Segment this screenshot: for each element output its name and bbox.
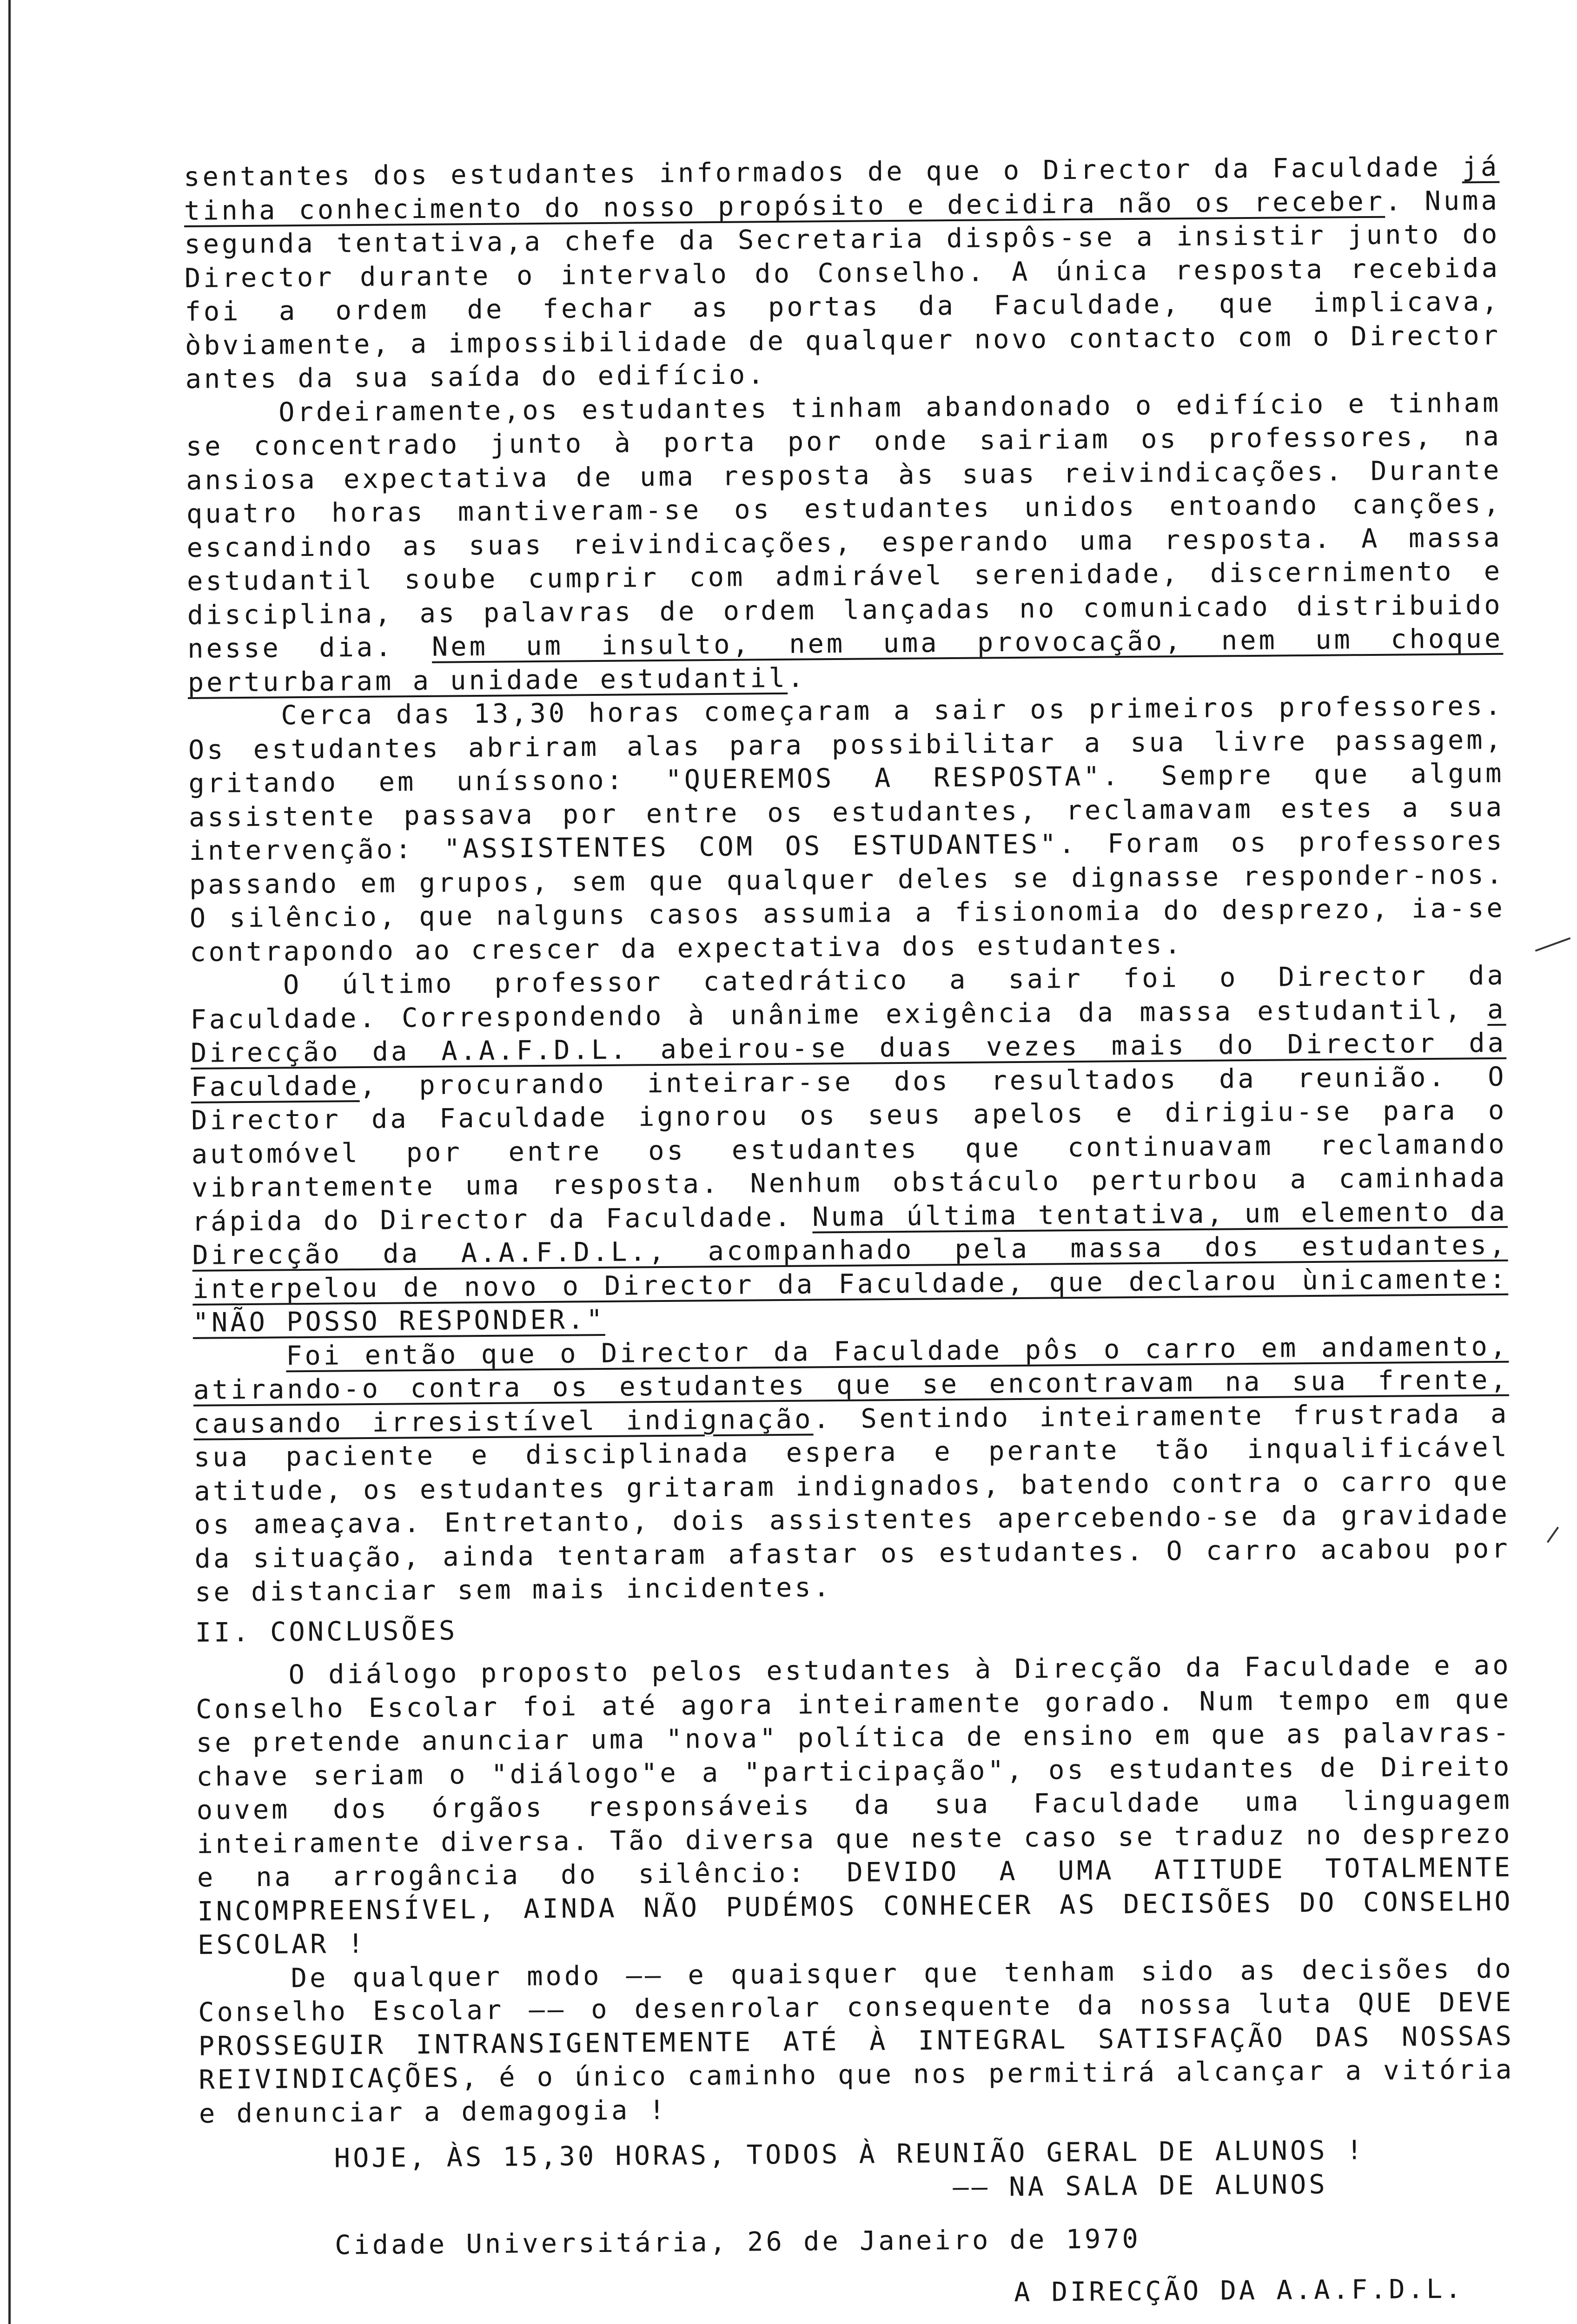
signature: A DIRECÇÃO DA A.A.F.D.L. xyxy=(1014,2273,1464,2308)
document-body xyxy=(184,150,1516,2316)
text-run: . Numa segunda tentativa,a chefe da Secretaria dispôs-se a insistir junto do Director durante o intervalo do Conselho. A única resposta recebida foi a ordem de fechar as portas da Faculdade, que implicava, òbviamente, a impossibilidade de qualquer novo contacto com o Director antes da sua saída do edifício. xyxy=(184,185,1501,395)
underlined-text: Foi então que o Director da Faculdade pôs o carro em andamento, atirando-o contra os estudantes que se encontravam na sua frente, causando irresistível indignação xyxy=(193,1331,1509,1439)
underlined-text: Nem um insulto, nem uma provocação, nem um choque perturbaram a unidade estudantil xyxy=(187,623,1504,698)
meeting-announcement: HOJE, ÀS 15,30 HORAS, TODOS À REUNIÃO GERAL DE ALUNOS ! xyxy=(334,2135,1365,2174)
narrative-paragraph-3 xyxy=(188,689,1505,969)
text-run: Cerca das 13,30 horas começaram a sair os primeiros professores. Os estudantes abriram alas para possibilitar a sua livre passagem, gritando em uníssono: "QUEREMOS A RESPOSTA". Sempre que algum assistente passava por entre os estudantes, reclamavam estes a sua intervenção: "ASSISTENTES COM OS ESTUDANTES". Foram os professores passando em grupos, sem que qualquer deles se dignasse responder-nos. O silêncio, que nalguns casos assumia a fisionomia do desprezo, ia-se contrapondo ao crescer da expectativa dos estudantes. xyxy=(188,690,1505,968)
narrative-paragraph-5 xyxy=(193,1329,1511,1609)
section-heading-conclusions: II. CONCLUSÕES xyxy=(195,1615,458,1648)
narrative-paragraph-2 xyxy=(186,386,1504,700)
text-run: . xyxy=(787,662,807,693)
text-run: O último professor catedrático a sair foi o Director da Faculdade. Correspondendo à unânime exigência da massa estudantil, xyxy=(190,960,1506,1035)
conclusions-paragraph-1: O diálogo proposto pelos estudantes à Direcção da Faculdade e ao Conselho Escolar foi até agora inteiramente gorado. Num tempo em que se pretende anunciar uma "nova" política de ensino em que as palavras-chave seriam o "diálogo"e a "participação", os estudantes de Direito ouvem dos órgãos responsáveis da sua Faculdade uma linguagem inteiramente diversa. Tão diversa que neste caso se traduz no desprezo e na arrogância do silêncio: DEVIDO A UMA ATITUDE TOTALMENTE INCOMPREENSÍVEL, AINDA NÃO PUDÉMOS CONHECER AS DECISÕES DO CONSELHO ESCOLAR ! xyxy=(195,1650,1513,1961)
text-run: , procurando inteirar-se dos resultados da reunião. O Director da Faculdade ignorou os seus apelos e dirigiu-se para o automóvel por entre os estudantes que continuavam reclamando vibrantemente uma resposta. Nenhum obstáculo perturbou a caminhada rápida do Director da Faculdade. xyxy=(191,1061,1508,1237)
underlined-text: Numa última tentativa, um elemento da Direcção da A.A.F.D.L., acompanhado pela massa dos estudantes, interpelou de novo o Director da Faculdade, que declarou ùnicamente: "NÃO POSSO RESPONDER." xyxy=(192,1196,1509,1338)
text-run: sentantes dos estudantes informados de que o Director da Faculdade xyxy=(184,152,1462,192)
narrative-paragraph-4 xyxy=(190,959,1509,1340)
underlined-text: já tinha conhecimento do nosso propósito e decidira não os receber xyxy=(184,151,1500,226)
conclusions-paragraph-2: De qualquer modo —— e quaisquer que tenham sido as decisões do Conselho Escolar —— o desenrolar consequente da nossa luta QUE DEVE PROSSEGUIR INTRANSIGENTEMENTE ATÉ À INTEGRAL SATISFAÇÃO DAS NOSSAS REIVINDICAÇÕES, é o único caminho que nos permitirá alcançar a vitória e denunciar a demagogia ! xyxy=(198,1953,1515,2129)
meeting-location: —— NA SALA DE ALUNOS xyxy=(953,2169,1328,2203)
edge-mark-top xyxy=(1535,937,1571,951)
place-date: Cidade Universitária, 26 de Janeiro de 1970 xyxy=(334,2223,1141,2261)
edge-mark-bottom xyxy=(1547,1526,1559,1543)
page-left-edge xyxy=(8,0,11,2324)
text-run: . Sentindo inteiramente frustrada a sua paciente e disciplinada espera e perante tão inqualificável atitude, os estudantes gritaram indignados, batendo contra o carro que os ameaçava. Entretanto, dois assistentes apercebendo-se da gravidade da situação, ainda tentaram afastar os estudantes. O carro acabou por se distanciar sem mais incidentes. xyxy=(193,1398,1511,1608)
closing-block xyxy=(199,2133,1516,2316)
text-run: Ordeiramente,os estudantes tinham abandonado o edifício e tinham se concentrado junto à porta por onde sairiam os professores, na ansiosa expectativa de uma resposta às suas reivindicações. Durante quatro horas mantiveram-se os estudantes unidos entoando canções, escandindo as suas reivindicações, esperando uma resposta. A massa estudantil soube cumprir com admirável serenidade, discernimento e disciplina, as palavras de ordem lançadas no comunicado distribuido nesse dia. xyxy=(186,387,1503,664)
underlined-text: a Direcção da A.A.F.D.L. abeirou-se duas vezes mais do Director da Faculdade xyxy=(190,994,1507,1103)
narrative-paragraph-1 xyxy=(184,150,1501,396)
